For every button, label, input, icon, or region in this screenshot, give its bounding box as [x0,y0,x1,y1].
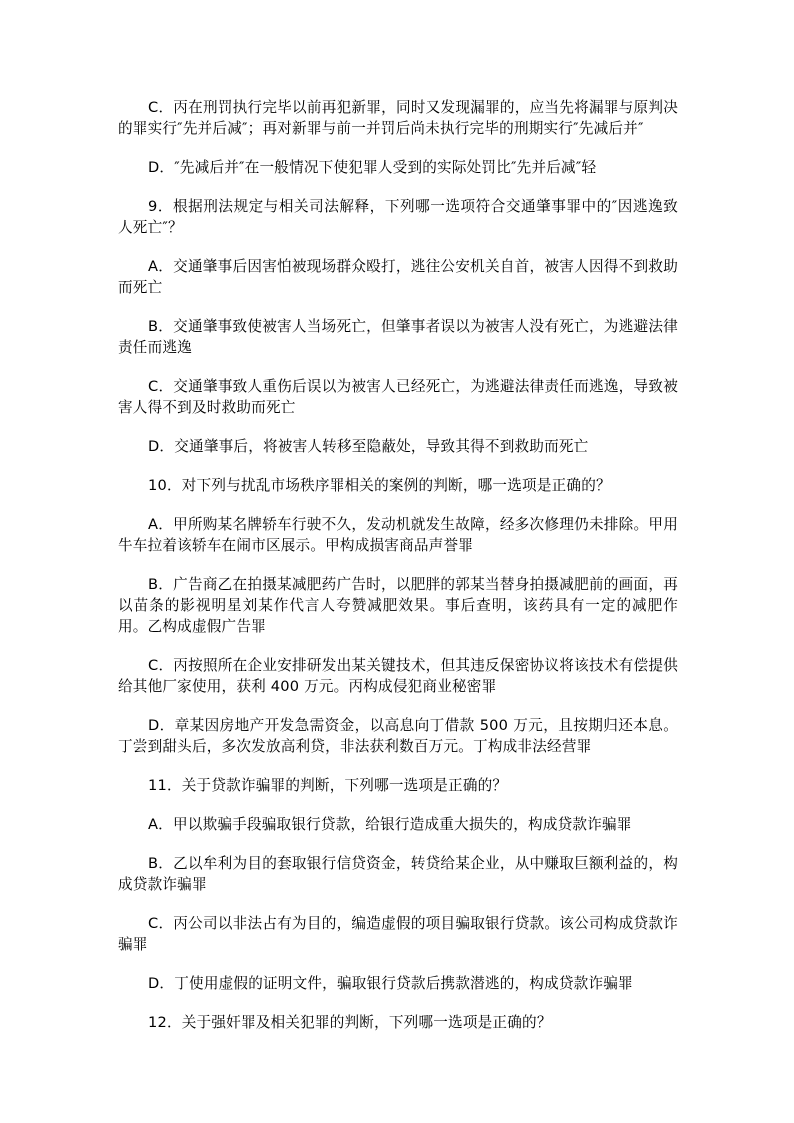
option-11d: D．丁使用虚假的证明文件，骗取银行贷款后携款潜逃的，构成贷款诈骗罪 [148,975,633,992]
option-11b: B．乙以牟利为目的套取银行信贷资金，转贷给某企业，从中赚取巨额利益的，构成贷款诈骗罪 [118,855,678,893]
question-12: 12．关于强奸罪及相关犯罪的判断，下列哪一选项是正确的？ [148,1014,552,1031]
option-10a: A．甲所购某名牌轿车行驶不久，发动机就发生故障，经多次修理仍未排除。甲用牛车拉着该轿车在闹市区展示。甲构成损害商品声誉罪 [118,516,678,554]
question-11: 11．关于贷款诈骗罪的判断，下列哪一选项是正确的？ [148,777,508,794]
document-page [118,97,678,1051]
option-9b: B．交通肇事致使被害人当场死亡，但肇事者误以为被害人没有死亡，为逃避法律责任而逃逸 [118,318,678,356]
question-10: 10．对下列与扰乱市场秩序罪相关的案例的判断，哪一选项是正确的？ [148,477,611,494]
option-9d: D．交通肇事后，将被害人转移至隐蔽处，导致其得不到救助而死亡 [148,438,589,455]
question-9: 9．根据刑法规定与相关司法解释，下列哪一选项符合交通肇事罪中的″因逃逸致人死亡″？ [118,198,678,236]
option-8d: D．″先减后并″在一般情况下使犯罪人受到的实际处罚比″先并后减″轻 [148,159,597,176]
option-11a: A．甲以欺骗手段骗取银行贷款，给银行造成重大损失的，构成贷款诈骗罪 [148,816,632,833]
option-11c: C．丙公司以非法占有为目的，编造虚假的项目骗取银行贷款。该公司构成贷款诈骗罪 [118,915,678,953]
option-10d: D．章某因房地产开发急需资金，以高息向丁借款 500 万元，且按期归还本息。丁尝到甜头后，多次发放高利贷，非法获利数百万元。丁构成非法经营罪 [118,717,678,755]
option-10b: B．广告商乙在拍摄某减肥药广告时，以肥胖的郭某当替身拍摄减肥前的画面，再以苗条的影视明星刘某作代言人夸赞减肥效果。事后查明，该药具有一定的减肥作用。乙构成虚假广告罪 [118,576,678,635]
option-10c: C．丙按照所在企业安排研发出某关键技术，但其违反保密协议将该技术有偿提供给其他厂家使用，获利 400 万元。丙构成侵犯商业秘密罪 [118,657,678,695]
option-9a: A．交通肇事后因害怕被现场群众殴打，逃往公安机关自首，被害人因得不到救助而死亡 [118,258,678,296]
option-8c: C．丙在刑罚执行完毕以前再犯新罪，同时又发现漏罪的，应当先将漏罪与原判决的罪实行″先并后减″；再对新罪与前一并罚后尚未执行完毕的刑期实行″先减后并″ [118,99,678,137]
option-9c: C．交通肇事致人重伤后误以为被害人已经死亡，为逃避法律责任而逃逸，导致被害人得不到及时救助而死亡 [118,378,678,416]
